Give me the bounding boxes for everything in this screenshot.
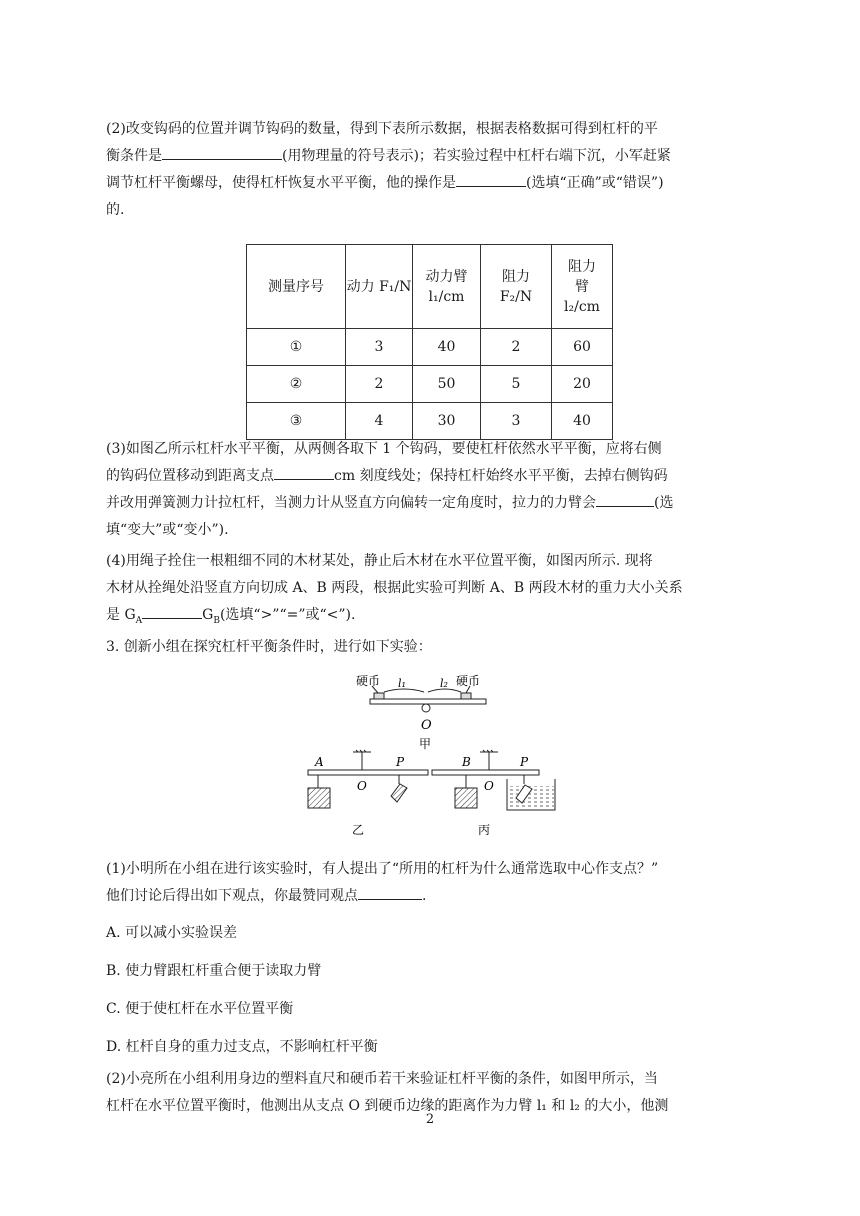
coin-label: 硬币	[356, 674, 381, 688]
point-label-b: B	[462, 755, 471, 769]
pivot-label: O	[484, 779, 494, 793]
header-cell: 阻力 F₂/N	[481, 245, 552, 329]
answer-blank[interactable]	[142, 602, 202, 619]
coin-stack-icon	[374, 693, 384, 699]
q3-part2-line1: (2)小亮所在小组利用身边的塑料直尺和硬币若干来验证杠杆平衡的条件，如图甲所示，当	[106, 1071, 658, 1087]
figure-label-bing: 丙	[478, 823, 491, 837]
table-cell: 3	[346, 329, 413, 366]
table-cell: 5	[481, 366, 552, 403]
q3-part1-paragraph	[106, 856, 756, 910]
q2-part4-line1: (4)用绳子拴住一根粗细不同的木材某处，静止后木材在水平位置平衡，如图丙所示. 现将	[106, 553, 653, 569]
q2-part4-line3: 是 $G_A$ $G_B$(选填“>”“=”或“<”).	[106, 602, 756, 635]
table-cell: 40	[552, 403, 613, 440]
q2-part3-line1: (3)如图乙所示杠杆水平平衡，从两侧各取下 1 个钩码，要使杠杆依然水平平衡，应将右侧	[106, 441, 662, 457]
header-cell: 测量序号	[247, 245, 346, 329]
table-row	[247, 329, 613, 366]
q3-part1-line1: (1)小明所在小组在进行该实验时，有人提出了“所用的杠杆为什么通常选取中心作支点？”	[106, 861, 659, 877]
table-cell: ③	[247, 403, 346, 440]
answer-blank[interactable]	[358, 883, 422, 900]
pivot-icon	[422, 704, 430, 712]
point-label-p: P	[520, 755, 529, 769]
table-cell: 50	[413, 366, 481, 403]
hanging-object-icon	[391, 784, 407, 802]
figure-label-jia: 甲	[419, 737, 432, 751]
header-cell: 动力 F₁/N	[346, 245, 413, 329]
q2-part2-line3: 调节杠杆平衡螺母，使得杠杆恢复水平平衡，他的操作是 (选填“正确”或“错误”)	[106, 170, 756, 197]
point-label-p: P	[396, 755, 405, 769]
figure-jia	[370, 686, 486, 712]
pivot-label: O	[357, 779, 367, 793]
wood-block-icon	[455, 788, 477, 808]
q2-part3-line3: 并改用弹簧测力计拉杠杆，当测力计从竖直方向偏转一定角度时，拉力的力臂会 (选	[106, 490, 756, 517]
q2-part2-line2: 衡条件是 (用物理量的符号表示)；若实验过程中杠杆右端下沉，小军赶紧	[106, 143, 756, 170]
q3-part2-line2: 杠杆在水平位置平衡时，他测出从支点 O 到硬币边缘的距离作为力臂 l₁ 和 l₂ 的大小，他测	[106, 1098, 669, 1114]
answer-blank[interactable]	[456, 170, 526, 187]
figure-label-yi: 乙	[352, 823, 365, 837]
table-cell: 20	[552, 366, 613, 403]
answer-blank[interactable]	[596, 490, 654, 507]
lever-figures	[0, 668, 860, 848]
q2-part2-line4: 的.	[106, 202, 125, 218]
table-row	[247, 366, 613, 403]
table-cell: 60	[552, 329, 613, 366]
coin-label: 硬币	[456, 674, 481, 688]
pivot-label: O	[421, 718, 432, 733]
q2-part2-paragraph	[106, 116, 756, 224]
table-cell: 30	[413, 403, 481, 440]
answer-blank[interactable]	[274, 463, 334, 480]
q2-part3-paragraph	[106, 436, 756, 544]
lever-bar	[432, 770, 539, 775]
q2-part3-line2: 的钩码位置移动到距离支点 cm 刻度线处；保持杠杆始终水平平衡，去掉右侧钩码	[106, 463, 756, 490]
q3-intro: 3. 创新小组在探究杠杆平衡条件时，进行如下实验：	[106, 639, 432, 655]
answer-blank[interactable]	[162, 143, 282, 160]
wood-block-icon	[308, 788, 330, 808]
coin-stack-icon	[461, 693, 471, 699]
table-cell: 2	[346, 366, 413, 403]
arm-label-l1: l₁	[398, 677, 406, 690]
page-number: 2	[425, 1112, 435, 1127]
point-label-a: A	[315, 755, 324, 769]
ruler-lever	[370, 699, 486, 704]
table-cell: 2	[481, 329, 552, 366]
q2-part4-line2: 木材从拴绳处沿竖直方向切成 A、B 两段，根据此实验可判断 A、B 两段木材的重力大小关系	[106, 580, 683, 596]
q2-part3-line4: 填“变大”或“变小”).	[106, 522, 229, 538]
data-table	[246, 244, 613, 440]
table-cell: 4	[346, 403, 413, 440]
q2-part4-paragraph	[106, 548, 756, 635]
table-header-row	[247, 245, 613, 329]
option-b[interactable]: B. 使力臂跟杠杆重合便于读取力臂	[106, 963, 322, 979]
header-cell: 阻力 臂 l₂/cm	[552, 245, 613, 329]
table-cell: 40	[413, 329, 481, 366]
option-a[interactable]: A. 可以减小实验误差	[106, 925, 238, 941]
table-cell: ②	[247, 366, 346, 403]
table-cell: 3	[481, 403, 552, 440]
table-cell: ①	[247, 329, 346, 366]
table-row	[247, 403, 613, 440]
option-d[interactable]: D. 杠杆自身的重力过支点，不影响杠杆平衡	[106, 1039, 378, 1055]
q3-part1-line2: 他们讨论后得出如下观点，你最赞同观点 .	[106, 883, 756, 910]
q2-part2-line1: (2)改变钩码的位置并调节钩码的数量，得到下表所示数据，根据表格数据可得到杠杆的平	[106, 121, 658, 137]
option-c[interactable]: C. 便于使杠杆在水平位置平衡	[106, 1001, 294, 1017]
figure-yi	[308, 750, 428, 808]
lever-bar	[308, 770, 428, 775]
header-cell: 动力臂 l₁/cm	[413, 245, 481, 329]
arm-label-l2: l₂	[440, 677, 448, 690]
